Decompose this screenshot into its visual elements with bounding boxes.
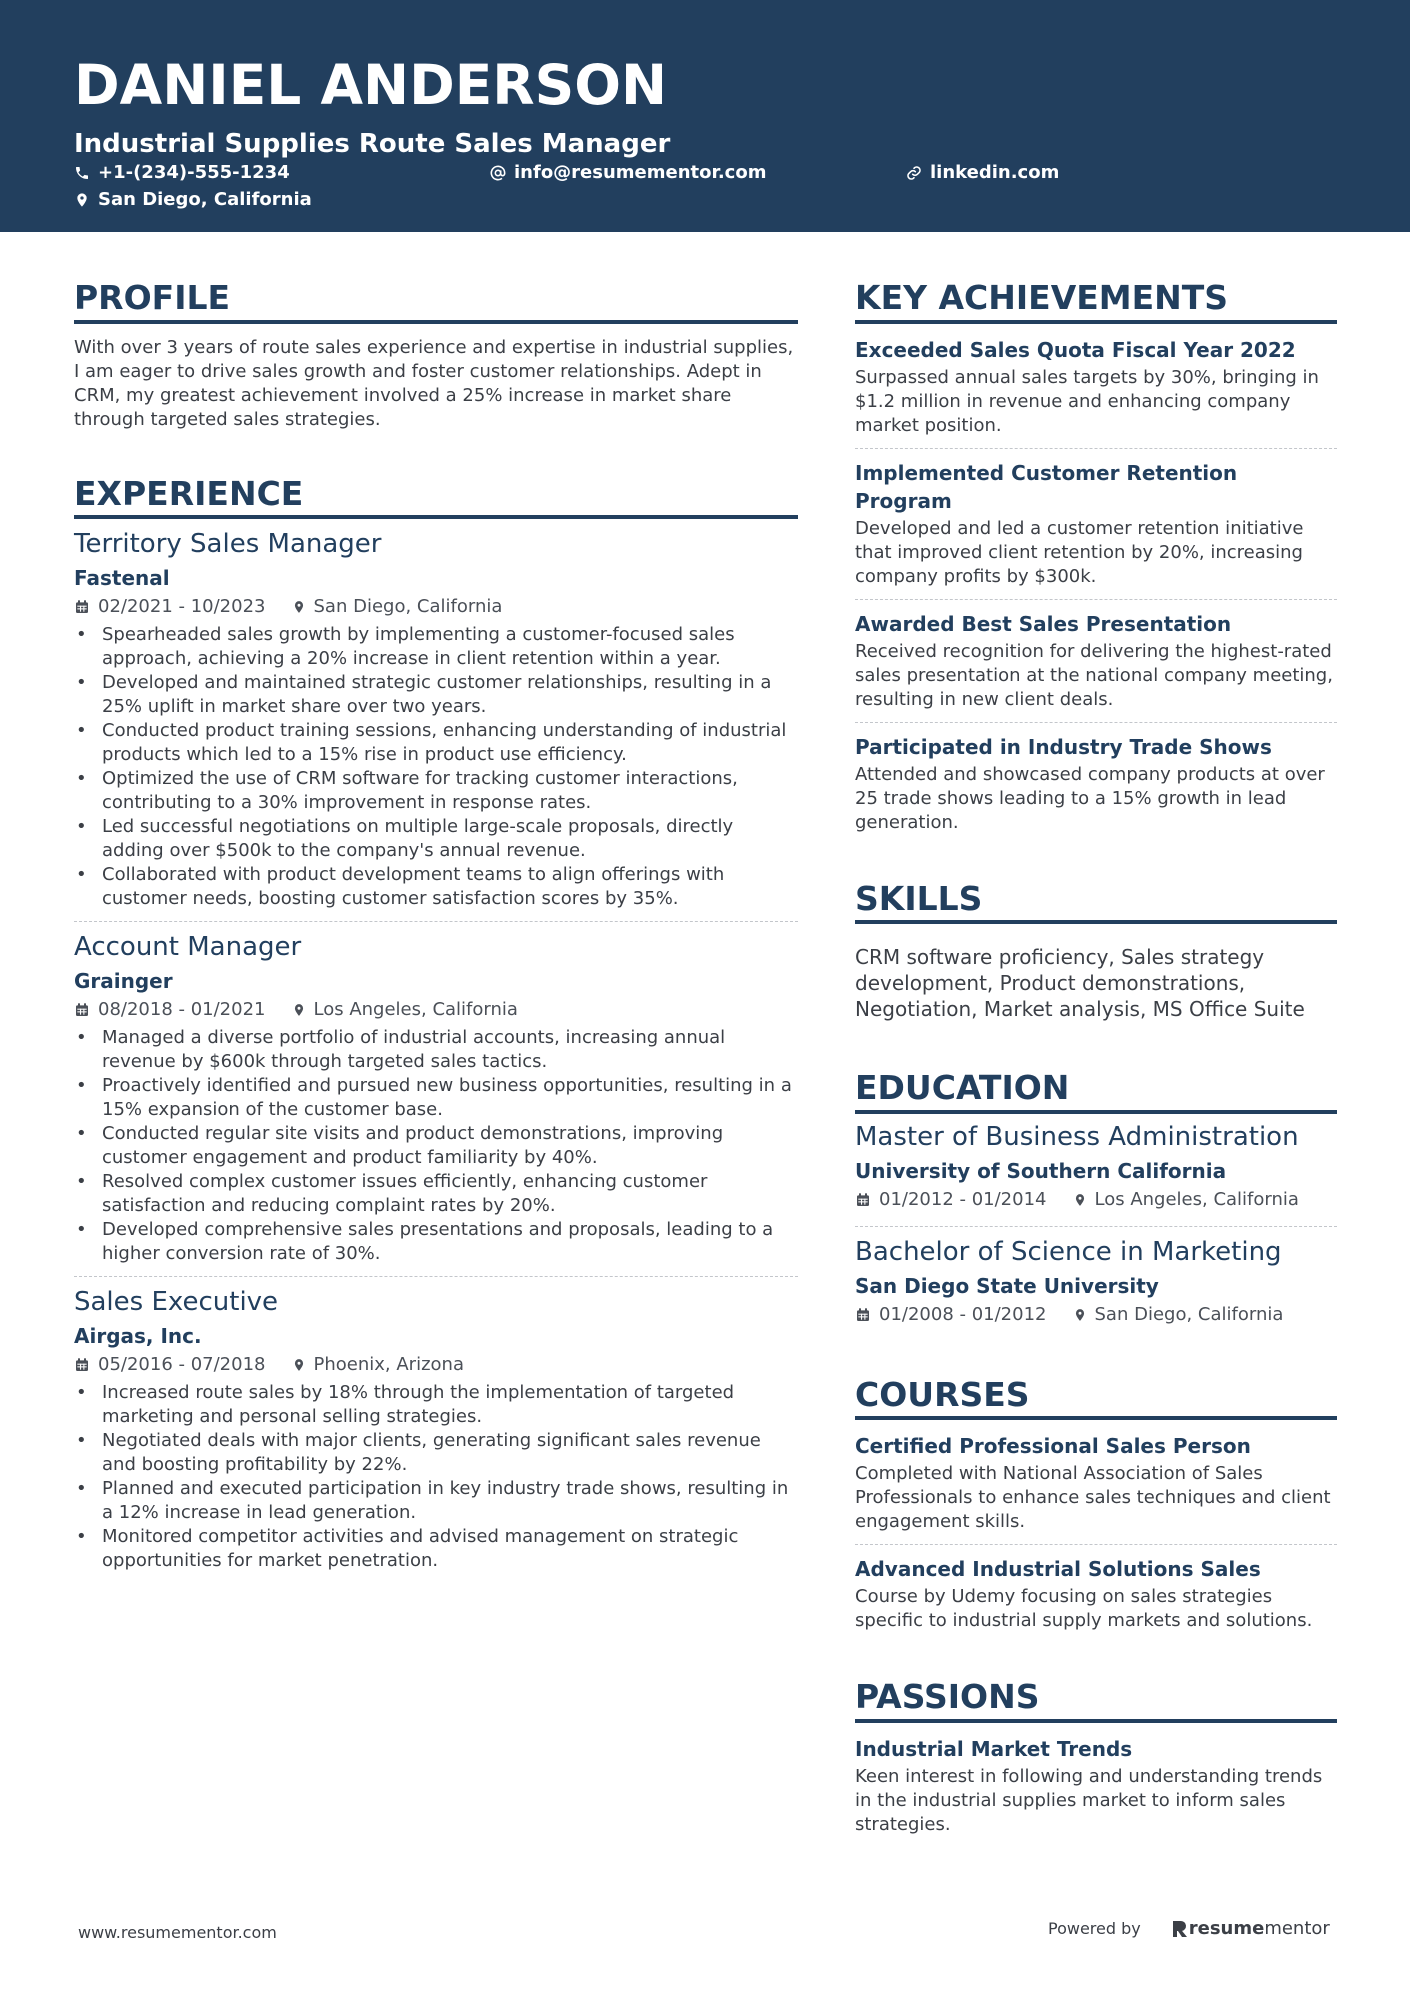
- passion-item: [855, 1735, 1337, 1847]
- job-role: Sales Executive: [74, 1287, 279, 1318]
- calendar-icon: [855, 1307, 871, 1323]
- achievement-item: [855, 733, 1337, 845]
- section-title-profile: PROFILE: [74, 278, 798, 324]
- bullet-item: • Optimized the use of CRM software for tracking customer interactions, contributing to a 30% improvement in response rates.: [102, 767, 798, 815]
- achievement-desc: Received recognition for delivering the highest-rated sales presentation at the national company meeting, resulting in new client deals.: [855, 640, 1333, 710]
- achievement-item: [855, 459, 1337, 600]
- job-dates: 08/2018 - 01/2021: [98, 999, 266, 1021]
- candidate-title: Industrial Supplies Route Sales Manager: [74, 129, 671, 159]
- bullet-item: • Conducted regular site visits and product demonstrations, improving customer engagement and product familiarity by 40%.: [102, 1122, 798, 1170]
- job-dates: 05/2016 - 07/2018: [98, 1354, 266, 1376]
- footer-powered: [1048, 1918, 1330, 1939]
- contact-location: [74, 189, 312, 210]
- job-bullets: [74, 1026, 798, 1266]
- job-location: Los Angeles, California: [313, 999, 518, 1021]
- bullet-item: • Increased route sales by 18% through the implementation of targeted marketing and personal selling strategies.: [102, 1381, 798, 1429]
- map-pin-icon: [1073, 1306, 1087, 1324]
- passions-section: [855, 1677, 1337, 1847]
- job-bullets: [74, 623, 798, 911]
- section-title-courses: COURSES: [855, 1375, 1337, 1421]
- education-section: [855, 1068, 1337, 1341]
- section-title-skills: SKILLS: [855, 879, 1337, 925]
- achievement-item: [855, 610, 1337, 723]
- job-company: Fastenal: [74, 566, 170, 591]
- course-desc: Completed with National Association of Sales Professionals to enhance sales techniques and client engagement skills.: [855, 1463, 1331, 1533]
- edu-dates: 01/2012 - 01/2014: [879, 1188, 1047, 1210]
- experience-item: [74, 930, 798, 1277]
- resume-header: [0, 0, 1410, 232]
- achievement-desc: Developed and led a customer retention initiative that improved client retention by 20%, increasing company profits by $300k.: [855, 517, 1304, 587]
- course-title: Certified Professional Sales Person: [855, 1434, 1251, 1459]
- edu-school: San Diego State University: [855, 1273, 1159, 1298]
- job-role: Territory Sales Manager: [74, 529, 382, 560]
- job-meta: [74, 998, 798, 1022]
- resumementor-logo-icon: [1171, 1919, 1189, 1939]
- skills-text: CRM software proficiency, Sales strategy development, Product demonstrations, Negotiation, Market analysis, MS Office Suite: [855, 945, 1305, 1022]
- education-item: [855, 1235, 1337, 1341]
- calendar-icon: [74, 1357, 90, 1373]
- edu-meta: [855, 1188, 1337, 1212]
- achievement-desc: Attended and showcased company products at over 25 trade shows leading to a 15% growth in lead generation.: [855, 763, 1325, 833]
- phone-text: +1-(234)-555-1234: [98, 162, 290, 183]
- achievement-desc: Surpassed annual sales targets by 30%, bringing in $1.2 million in revenue and enhancing company market position.: [855, 366, 1319, 436]
- courses-section: [855, 1375, 1337, 1644]
- brand-bold: resume: [1188, 1918, 1265, 1939]
- candidate-name: DANIEL ANDERSON: [74, 53, 668, 117]
- map-pin-icon: [292, 1356, 306, 1374]
- job-role: Account Manager: [74, 932, 302, 963]
- linkedin-text: linkedin.com: [930, 162, 1060, 183]
- edu-location: San Diego, California: [1094, 1303, 1284, 1325]
- left-column: [74, 278, 798, 1591]
- phone-icon: [74, 165, 90, 181]
- passion-title: Industrial Market Trends: [855, 1736, 1133, 1761]
- contact-linkedin[interactable]: [906, 162, 1059, 183]
- profile-text: With over 3 years of route sales experience and expertise in industrial supplies, I am eager to drive sales growth and foster customer relationships. Adept in CRM, my greatest achievement involved a 25% increase in market share through targeted sales strategies.: [74, 336, 794, 430]
- brand-light: mentor: [1264, 1918, 1330, 1939]
- calendar-icon: [855, 1192, 871, 1208]
- bullet-item: • Developed and maintained strategic customer relationships, resulting in a 25% uplift in market share over two years.: [102, 671, 798, 719]
- edu-meta: [855, 1303, 1337, 1327]
- map-pin-icon: [292, 1001, 306, 1019]
- edu-degree: Bachelor of Science in Marketing: [855, 1236, 1282, 1267]
- section-title-passions: PASSIONS: [855, 1677, 1337, 1723]
- email-text: info@resumementor.com: [514, 162, 767, 183]
- job-bullets: [74, 1381, 798, 1573]
- footer-website[interactable]: www.resumementor.com: [78, 1923, 277, 1942]
- experience-item: [74, 1285, 798, 1583]
- map-pin-icon: [292, 598, 306, 616]
- bullet-item: • Planned and executed participation in key industry trade shows, resulting in a 12% increase in lead generation.: [102, 1477, 798, 1525]
- achievement-title: Participated in Industry Trade Shows: [855, 734, 1272, 759]
- bullet-item: • Collaborated with product development teams to align offerings with customer needs, boosting customer satisfaction scores by 35%.: [102, 863, 798, 911]
- achievement-item: [855, 336, 1337, 449]
- job-meta: [74, 595, 798, 619]
- edu-degree: Master of Business Administration: [855, 1121, 1299, 1152]
- education-item: [855, 1120, 1337, 1227]
- bullet-item: • Spearheaded sales growth by implementing a customer-focused sales approach, achieving a 20% increase in client retention within a year.: [102, 623, 798, 671]
- calendar-icon: [74, 1002, 90, 1018]
- achievement-title: Exceeded Sales Quota Fiscal Year 2022: [855, 337, 1296, 362]
- at-icon: [490, 165, 506, 181]
- edu-dates: 01/2008 - 01/2012: [879, 1303, 1047, 1325]
- right-column: [855, 278, 1337, 1857]
- bullet-item: • Negotiated deals with major clients, generating significant sales revenue and boosting profitability by 22%.: [102, 1429, 798, 1477]
- brand-logo[interactable]: [1171, 1918, 1330, 1939]
- achievement-title: Implemented Customer Retention Program: [855, 460, 1238, 513]
- map-pin-icon: [1073, 1191, 1087, 1209]
- powered-by-text: Powered by: [1048, 1919, 1141, 1938]
- course-desc: Course by Udemy focusing on sales strategies specific to industrial supply markets and solutions.: [855, 1586, 1313, 1632]
- experience-item: [74, 527, 798, 922]
- course-item: [855, 1555, 1337, 1643]
- bullet-item: • Developed comprehensive sales presentations and proposals, leading to a higher conversion rate of 30%.: [102, 1218, 798, 1266]
- bullet-item: • Conducted product training sessions, enhancing understanding of industrial products which led to a 15% rise in product use efficiency.: [102, 719, 798, 767]
- job-meta: [74, 1353, 798, 1377]
- location-text: San Diego, California: [98, 189, 312, 210]
- job-company: Grainger: [74, 969, 173, 994]
- job-dates: 02/2021 - 10/2023: [98, 596, 266, 618]
- contact-email[interactable]: [490, 162, 766, 183]
- achievements-section: [855, 278, 1337, 845]
- experience-section: [74, 474, 798, 1584]
- job-location: San Diego, California: [313, 596, 503, 618]
- section-title-education: EDUCATION: [855, 1068, 1337, 1114]
- skills-section: [855, 879, 1337, 1023]
- course-item: [855, 1432, 1337, 1545]
- passion-desc: Keen interest in following and understanding trends in the industrial supplies market to inform sales strategies.: [855, 1765, 1323, 1835]
- contact-phone: [74, 162, 290, 183]
- bullet-item: • Managed a diverse portfolio of industrial accounts, increasing annual revenue by $600k through targeted sales tactics.: [102, 1026, 798, 1074]
- section-title-experience: EXPERIENCE: [74, 474, 798, 520]
- job-location: Phoenix, Arizona: [313, 1354, 464, 1376]
- section-title-achievements: KEY ACHIEVEMENTS: [855, 278, 1337, 324]
- map-pin-icon: [74, 191, 90, 209]
- profile-section: [74, 278, 798, 432]
- bullet-item: • Monitored competitor activities and advised management on strategic opportunities for market penetration.: [102, 1525, 798, 1573]
- bullet-item: • Proactively identified and pursued new business opportunities, resulting in a 15% expansion of the customer base.: [102, 1074, 798, 1122]
- achievement-title: Awarded Best Sales Presentation: [855, 611, 1232, 636]
- calendar-icon: [74, 599, 90, 615]
- bullet-item: • Resolved complex customer issues efficiently, enhancing customer satisfaction and reducing complaint rates by 20%.: [102, 1170, 798, 1218]
- course-title: Advanced Industrial Solutions Sales: [855, 1557, 1261, 1582]
- job-company: Airgas, Inc.: [74, 1324, 202, 1349]
- edu-school: University of Southern California: [855, 1158, 1227, 1183]
- bullet-item: • Led successful negotiations on multiple large-scale proposals, directly adding over $500k to the company's annual revenue.: [102, 815, 798, 863]
- link-icon: [906, 165, 922, 181]
- edu-location: Los Angeles, California: [1094, 1188, 1299, 1210]
